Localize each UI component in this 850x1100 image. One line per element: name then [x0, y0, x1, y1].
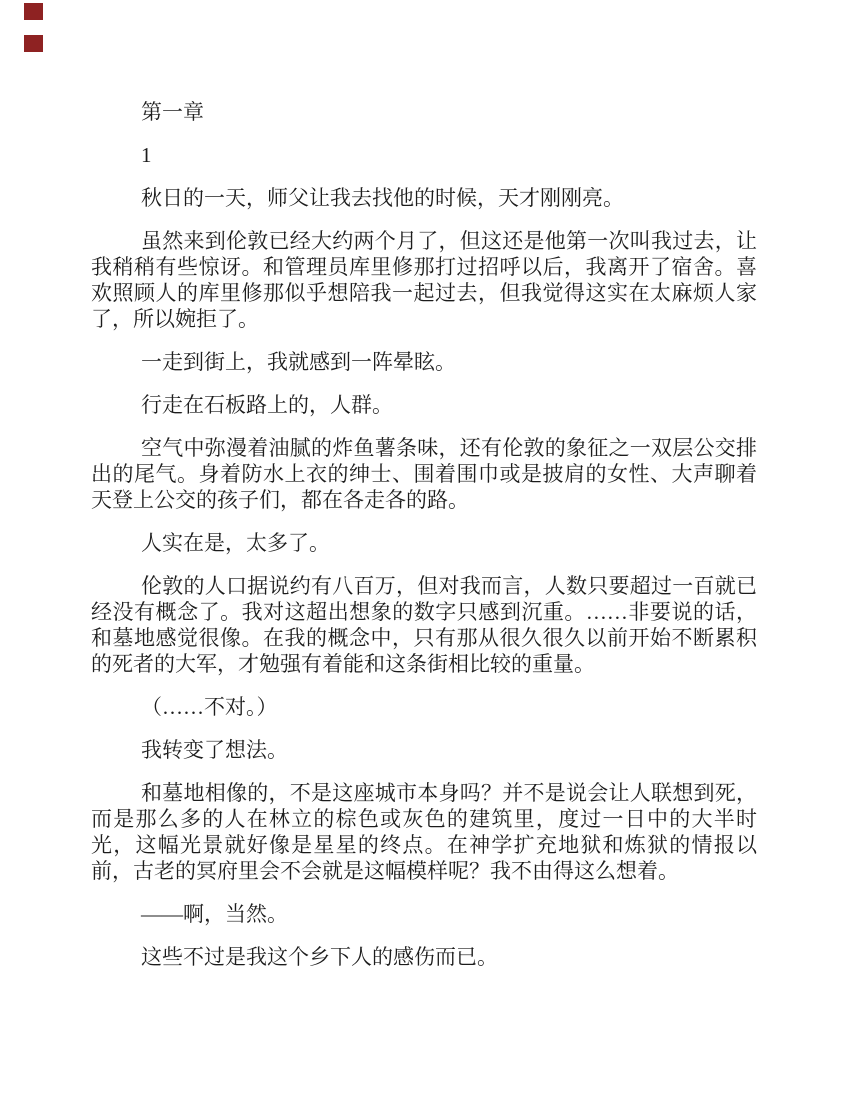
- paragraph-list: [91, 185, 757, 970]
- chapter-title: 第一章: [141, 100, 204, 124]
- section-number: 1: [141, 143, 152, 167]
- paragraph: 伦敦的人口据说约有八百万，但对我而言，人数只要超过一百就已经没有概念了。我对这超出想象的数字只感到沉重。……非要说的话，和墓地感觉很像。在我的概念中，只有那从很久很久以前开始不断累积的死者的大军，才勉强有着能和这条街相比较的重量。: [91, 574, 757, 676]
- paragraph: 空气中弥漫着油腻的炸鱼薯条味，还有伦敦的象征之一双层公交排出的尾气。身着防水上衣的绅士、围着围巾或是披肩的女性、大声聊着天登上公交的孩子们，都在各走各的路。: [91, 436, 757, 512]
- paragraph: ——啊，当然。: [141, 902, 288, 926]
- paragraph: （……不对。）: [141, 695, 278, 719]
- paragraph: 行走在石板路上的，人群。: [141, 393, 393, 417]
- paragraph: 一走到街上，我就感到一阵晕眩。: [141, 350, 456, 374]
- paragraph: 和墓地相像的，不是这座城市本身吗？并不是说会让人联想到死，而是那么多的人在林立的棕色或灰色的建筑里，度过一日中的大半时光，这幅光景就好像是星星的终点。在神学扩充地狱和炼狱的情报以前，古老的冥府里会不会就是这幅模样呢？我不由得这么想着。: [91, 781, 757, 883]
- paragraph: 虽然来到伦敦已经大约两个月了，但这还是他第一次叫我过去，让我稍稍有些惊讶。和管理员库里修那打过招呼以后，我离开了宿舍。喜欢照顾人的库里修那似乎想陪我一起过去，但我觉得这实在太麻烦人家了，所以婉拒了。: [91, 229, 757, 331]
- paragraph: 人实在是，太多了。: [141, 531, 330, 555]
- paragraph: 这些不过是我这个乡下人的感伤而已。: [141, 945, 498, 969]
- paragraph: 秋日的一天，师父让我去找他的时候，天才刚刚亮。: [141, 186, 624, 210]
- paragraph: 我转变了想法。: [141, 738, 288, 762]
